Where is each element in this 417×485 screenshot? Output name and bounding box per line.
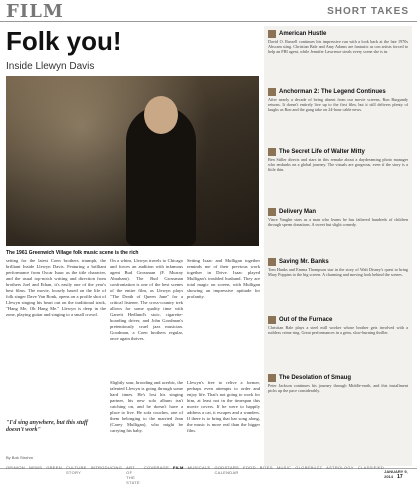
page-footer [0, 464, 417, 485]
short-take-body: Tom Hanks and Emma Thompson star in the story of Walt Disney's quest to bring Mary Poppins to the big screen. A charming and moving look behind the scenes. [268, 267, 408, 278]
review-paragraph: Llewyn's free to relive a former, perhaps even attempts to order and enjoy life. That's not going to work for him, at least not in the timespan this movie covers. If he were to happily address a cat, it escapes and a wanders. If there is to bring that bar song along, the music is more real than the bigger film. [187, 380, 260, 433]
short-take-title: Saving Mr. Banks [279, 259, 329, 265]
review-column-3 [187, 258, 260, 302]
footer-nav-item[interactable]: ART OF THE STATE [126, 464, 140, 485]
review-paragraph: Setting Isaac and Mulligan together reminds me of their previous work together in Drive. Isaac played Mulligan's troubled husband. They are total magic on screen, with Mulligan showing an impressive aptitude for profanity. [187, 258, 260, 299]
short-takes-label: SHORT TAKES [327, 6, 409, 17]
footer-nav-item[interactable]: NEWS [29, 464, 43, 470]
short-take-title: The Secret Life of Walter Mitty [279, 149, 365, 155]
issue-date: JANUARY 9, 2014 [384, 469, 408, 479]
section-title: FILM [6, 1, 64, 22]
short-take-title: The Desolation of Smaug [279, 375, 352, 381]
short-take-entry [268, 208, 408, 227]
byline: By Bob Strohm [6, 455, 33, 460]
footer-nav-item[interactable]: OPINION [6, 464, 25, 470]
short-take-title: American Hustle [279, 31, 327, 37]
review-lede: The 1961 Greenwich Village folk music scene is the rich [6, 250, 139, 256]
short-take-title: Delivery Man [279, 209, 317, 215]
footer-nav-item[interactable]: MUSICALE [187, 464, 211, 470]
short-take-body: Peter Jackson continues his journey through Middle-earth, and this installment picks up the pace considerably. [268, 383, 408, 394]
page-number: 17 [397, 474, 403, 480]
footer-nav-item[interactable]: CULTURE STORY [65, 464, 87, 475]
footer-nav-item[interactable]: INTRODUCING [90, 464, 123, 470]
short-take-body: Christian Bale plays a steel mill worker whose brother gets involved with a ruthless crime ring. Great performances in a grim, slow-burning thriller. [268, 325, 408, 336]
short-take-entry [268, 374, 408, 393]
short-take-body: After nearly a decade of being absent from our movie screens, Ron Burgundy returns. It doesn't entirely live up to the first film, but it still delivers plenty of laughs as Ron and the gang take on 24-hour cable news. [268, 97, 408, 113]
review-headline: Folk you! [6, 26, 122, 56]
review-column-5 [187, 380, 260, 436]
footer-nav-item[interactable]: FILM [173, 464, 184, 470]
review-paragraph: Slightly sour, brooding and acerbic, the talented Llewyn is going through some hard times. He's lost his singing partner, his new solo album isn't catching on, and he doesn't have a place to live. He sofa couches, one of them belonging to the married Jean (Carey Mulligan), who might be carrying his baby. [110, 380, 183, 433]
film-thumbnail-icon [268, 30, 276, 38]
short-take-entry [268, 30, 408, 55]
film-thumbnail-icon [268, 148, 276, 156]
short-take-entry [268, 148, 408, 173]
footer-nav-item[interactable]: BITES [259, 464, 273, 470]
short-take-body: David O. Russell continues his impressive run with a look back at the late 1970s Abscam sting. Christian Bale and Amy Adams are fantastic as con artists forced to help an FBI agent, while Jennifer Lawrence steals every scene she is in. [268, 39, 408, 55]
footer-nav-item[interactable]: GODSTARS CALENDAR [214, 464, 239, 475]
footer-nav-item[interactable]: FOOD [243, 464, 256, 470]
footer-nav-item[interactable]: ASTROLOGY [326, 464, 354, 470]
masthead [0, 0, 417, 22]
short-take-body: Vince Vaughn stars as a man who learns he has fathered hundreds of children through sperm donations. A sweet but slight comedy. [268, 217, 408, 228]
film-thumbnail-icon [268, 316, 276, 324]
review-column-4 [110, 380, 183, 436]
footer-nav-item[interactable]: MUSIC [276, 464, 292, 470]
review-subhead: Inside Llewyn Davis [6, 61, 95, 72]
review-column-1 [6, 258, 106, 320]
review-column-2 [110, 258, 183, 344]
footer-nav [6, 465, 384, 485]
short-take-title: Anchorman 2: The Legend Continues [279, 89, 386, 95]
short-takes-sidebar [264, 26, 412, 466]
short-take-entry [268, 88, 408, 113]
pull-quote: "I'd sing anywhere, but this stuff doesn't work" [6, 420, 88, 433]
film-still-image [6, 76, 259, 246]
film-thumbnail-icon [268, 88, 276, 96]
short-take-entry [268, 258, 408, 277]
footer-nav-item[interactable]: CLASSIFIED [357, 464, 385, 470]
review-paragraph: setting for the latest Coen brothers triumph, the brilliant Inside Llewyn Davis. Featuring a brilliant performance from Oscar Isaac as the title character, and the usual top-notch writing and direction from brothers Joel and Ethan, it's easily one of the year's best films. The movie, loosely based on the life of folk singer Dave Van Ronk, opens on a profile shot of Llewyn singing his heart out on the traditional track, "Hang Me, Oh Hang Me." Llewyn is deep in the zone, playing guitar and singing to a small crowd. [6, 258, 106, 317]
figure-head [144, 96, 178, 134]
footer-nav-item[interactable]: GREEN [46, 464, 62, 470]
film-thumbnail-icon [268, 208, 276, 216]
review-paragraph: On a whim, Llewyn travels to Chicago and forces an audition with infamous agent Bud Grossman (F. Murray Abraham). The Bud Grossman confrontation is one of the best scenes of the entire film, as Llewyn plays "The Death of Queen Jane" for a critical listener. The cross-country trek allows for some quality time with Garrett Hedlund's stoic, cigarette-hoarding driver, and John Goodman's pretentiously cruel jazz musician. Goodman, a Coen brothers regular, once again thrives. [110, 258, 183, 341]
footer-nav-item[interactable]: GLOBEBUZZ [295, 464, 323, 470]
footer-nav-item[interactable]: COVERAGE [143, 464, 170, 470]
film-thumbnail-icon [268, 374, 276, 382]
short-take-body: Ben Stiller directs and stars in this remake about a daydreaming photo manager who embarks on a global journey. The visuals are gorgeous, even if the story is a little thin. [268, 157, 408, 173]
short-take-title: Out of the Furnace [279, 317, 333, 323]
short-take-entry [268, 316, 408, 335]
film-thumbnail-icon [268, 258, 276, 266]
